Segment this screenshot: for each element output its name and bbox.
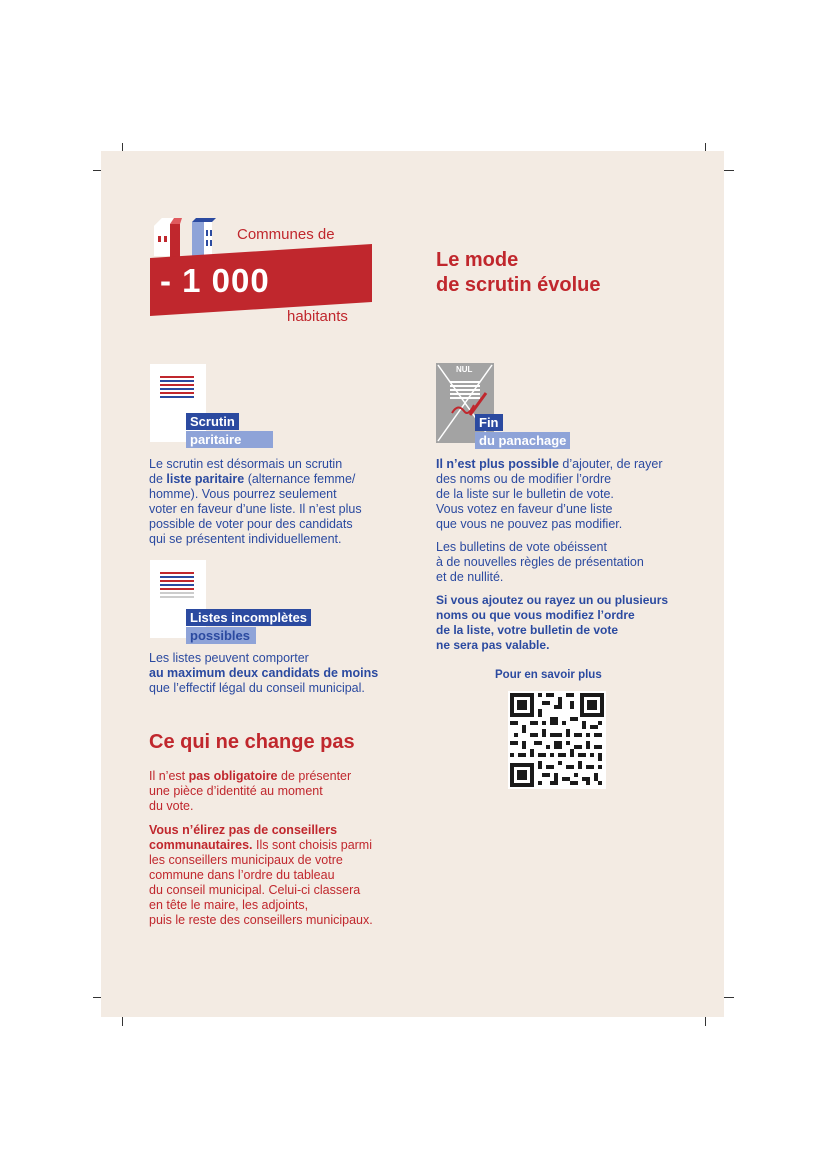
tag-line: possibles (186, 627, 256, 644)
text-line: possible de voter pour des candidats (149, 517, 353, 531)
text-line: que vous ne pouvez pas modifier. (436, 517, 623, 531)
text-line: Si vous ajoutez ou rayez un ou plusieurs (436, 593, 669, 607)
text-line: Le scrutin est désormais un scrutin (149, 457, 343, 471)
listes-text (149, 651, 409, 696)
text-line: Il n’est plus possible d’ajouter, de rayer (436, 457, 663, 471)
tag-fin-panachage (475, 414, 570, 450)
label-communes-de: Communes de (237, 226, 335, 243)
text-line: Les listes peuvent comporter (149, 651, 309, 665)
text-line: les conseillers municipaux de votre (149, 853, 343, 867)
text-line: Vous n’élirez pas de conseillers (149, 823, 338, 837)
big-number: - 1 000 (160, 262, 270, 299)
text-line: des noms ou de modifier l’ordre (436, 472, 612, 486)
panachage-warning-text (436, 593, 696, 653)
void-label: NUL (456, 365, 473, 374)
text-line: du vote. (149, 799, 194, 813)
text-line: Il n’est pas obligatoire de présenter (149, 769, 352, 783)
text-line: de liste paritaire (alternance femme/ (149, 472, 356, 486)
text-line: ne sera pas valable. (436, 638, 550, 652)
text-line: communautaires. Ils sont choisis parmi (149, 838, 372, 852)
text-line: au maximum deux candidats de moins (149, 666, 379, 680)
text-line: homme). Vous pourrez seulement (149, 487, 337, 501)
more-info-label: Pour en savoir plus (495, 669, 602, 681)
page-title (436, 248, 601, 298)
text-line: à de nouvelles règles de présentation (436, 555, 644, 569)
text-line: du conseil municipal. Celui-ci classera (149, 883, 361, 897)
text-line: que l’effectif légal du conseil municipal. (149, 681, 365, 695)
text-line: Vous votez en faveur d’une liste (436, 502, 613, 516)
text-line: voter en faveur d’une liste. Il n’est plus (149, 502, 362, 516)
text-line: en tête le maire, les adjoints, (149, 898, 309, 912)
scrutin-text (149, 457, 409, 547)
page-title-line: de scrutin évolue (436, 274, 601, 296)
tag-listes-incompletes (186, 609, 311, 645)
text-line: qui se présentent individuellement. (149, 532, 342, 546)
text-line: puis le reste des conseillers municipaux. (149, 913, 373, 927)
tag-line: Fin (475, 414, 503, 431)
tag-line: paritaire (186, 431, 273, 448)
section-title-unchanged: Ce qui ne change pas (149, 731, 355, 753)
panachage-rules-text (436, 540, 696, 585)
text-line: Les bulletins de vote obéissent (436, 540, 607, 554)
tag-line: Scrutin (186, 413, 239, 430)
tag-line: du panachage (475, 432, 570, 449)
text-line: une pièce d’identité au moment (149, 784, 323, 798)
qr-code[interactable] (508, 691, 606, 789)
unchanged-id-text (149, 769, 409, 814)
text-line: de la liste sur le bulletin de vote. (436, 487, 614, 501)
panachage-text (436, 457, 696, 532)
text-line: et de nullité. (436, 570, 504, 584)
unchanged-council-text (149, 823, 419, 928)
text-line: noms ou que vous modifiez l’ordre (436, 608, 635, 622)
label-habitants: habitants (287, 308, 348, 325)
tag-scrutin-paritaire (186, 413, 273, 449)
text-line: commune dans l’ordre du tableau (149, 868, 335, 882)
page-title-line: Le mode (436, 249, 519, 271)
tag-line: Listes incomplètes (186, 609, 311, 626)
text-line: de la liste, votre bulletin de vote (436, 623, 619, 637)
